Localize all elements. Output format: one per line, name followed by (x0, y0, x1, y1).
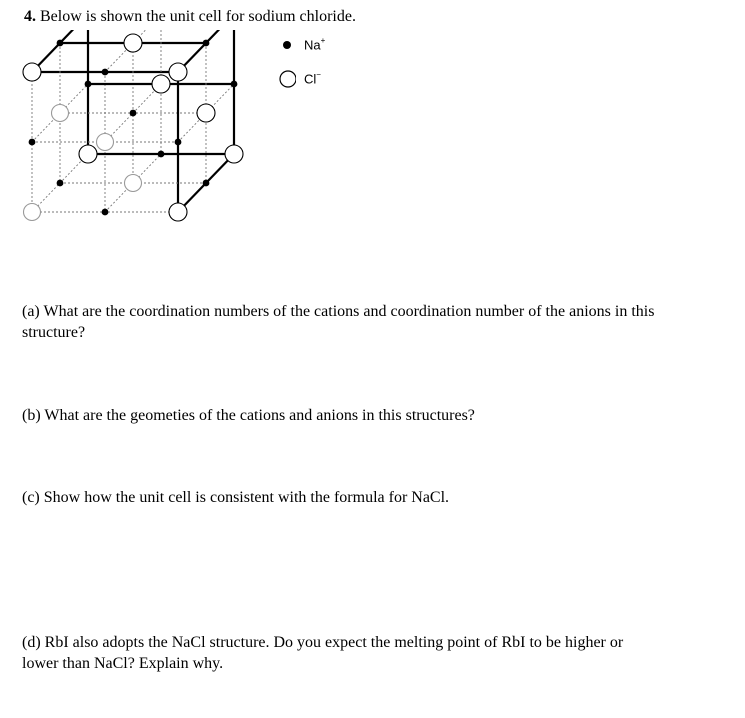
legend-item-cation (278, 34, 325, 56)
part-d-text: RbI also adopts the NaCl structure. Do you expect the melting point of RbI to be higher or lower than NaCl? Explain why. (22, 634, 624, 672)
chloride-ion (169, 63, 187, 81)
part-c (22, 487, 662, 508)
sodium-ion (85, 81, 92, 88)
chloride-ion (24, 204, 41, 221)
legend-cation-charge: + (320, 36, 326, 46)
part-b-text: What are the geometies of the cations and anions in this structures? (44, 407, 475, 424)
part-c-label: (c) (22, 489, 40, 506)
sodium-ion (203, 180, 210, 187)
open-circle-icon (278, 69, 296, 89)
nacl-unit-cell-diagram (20, 30, 260, 260)
sodium-ion (231, 81, 238, 88)
chloride-ion (225, 145, 243, 163)
chloride-ion (52, 105, 69, 122)
question-number: 4. (24, 8, 36, 25)
chloride-ion (169, 203, 187, 221)
legend-anion-charge: − (316, 70, 321, 80)
chloride-ion (124, 34, 142, 52)
chloride-ion (197, 104, 215, 122)
sodium-ion (57, 40, 64, 47)
part-d-label: (d) (22, 634, 41, 651)
chloride-ion (79, 145, 97, 163)
part-c-text: Show how the unit cell is consistent with the formula for NaCl. (43, 489, 450, 506)
legend-cation-label: Na (304, 37, 321, 53)
filled-dot-icon (282, 40, 292, 50)
sodium-ion (175, 139, 182, 146)
chloride-ion (152, 75, 170, 93)
legend (278, 34, 325, 102)
question-title-text: Below is shown the unit cell for sodium chloride. (40, 8, 356, 25)
part-a-label: (a) (22, 303, 40, 320)
part-d (22, 632, 662, 674)
sodium-ion (29, 139, 36, 146)
legend-anion-label: Cl (304, 71, 317, 87)
legend-item-anion (278, 68, 325, 90)
question-title (24, 7, 356, 27)
chloride-ion (97, 134, 114, 151)
sodium-ion (158, 151, 165, 158)
part-b-label: (b) (22, 407, 41, 424)
chloride-ion (125, 175, 142, 192)
sodium-ion (130, 110, 137, 117)
sodium-ion (57, 180, 64, 187)
chloride-ion (23, 63, 41, 81)
sodium-ion (102, 69, 109, 76)
part-a (22, 301, 662, 343)
part-b (22, 405, 662, 426)
part-a-text: What are the coordination numbers of the cations and coordination number of the anions in this structure? (22, 303, 655, 341)
sodium-ion (102, 209, 109, 216)
sodium-ion (203, 40, 210, 47)
lattice-atoms (23, 30, 243, 221)
